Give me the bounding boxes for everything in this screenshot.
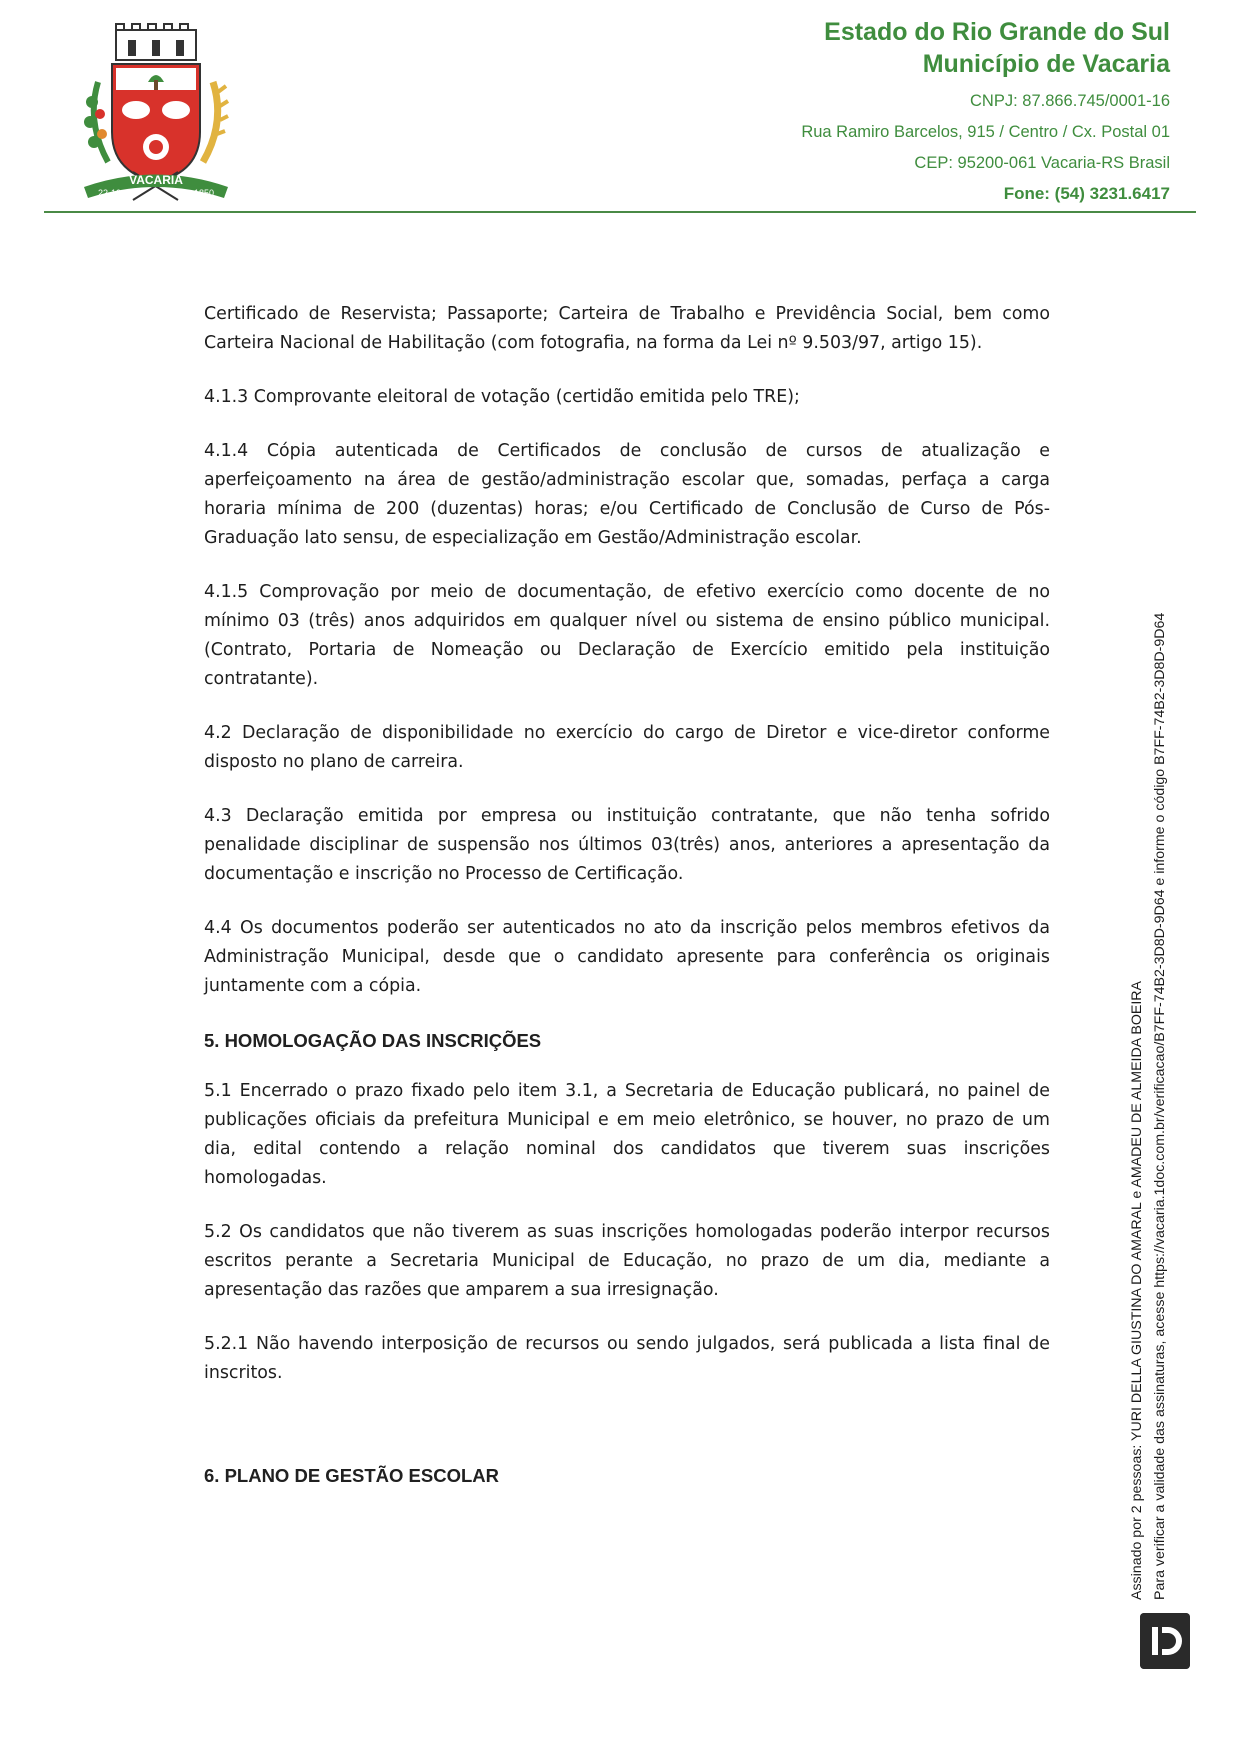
cnpj: CNPJ: 87.866.745/0001-16 bbox=[970, 92, 1170, 110]
letterhead-contact-block bbox=[801, 16, 1170, 209]
state-name: Estado do Rio Grande do Sul bbox=[824, 18, 1170, 46]
spacer bbox=[204, 1413, 1050, 1461]
address: Rua Ramiro Barcelos, 915 / Centro / Cx. Postal 01 bbox=[801, 123, 1170, 141]
paragraph-5-2: 5.2 Os candidatos que não tiverem as suas inscrições homologadas poderão interpor recursos escritos perante a Secretaria Municipal de Educação, no prazo de um dia, mediante a apresentação das razões que amparem a sua irresignação. bbox=[204, 1222, 1050, 1300]
section-heading-6: 6. PLANO DE GESTÃO ESCOLAR bbox=[204, 1465, 500, 1486]
crest-date-right: 1850 bbox=[194, 188, 215, 198]
signature-verification-note bbox=[1126, 440, 1190, 1600]
document-body bbox=[204, 300, 1050, 1512]
letterhead bbox=[0, 0, 1240, 220]
paragraph-4-3: 4.3 Declaração emitida por empresa ou instituição contratante, que não tenha sofrido penalidade disciplinar de suspensão nos últimos 03(três) anos, anteriores a apresentação da documentação e inscrição no Processo de Certificação. bbox=[204, 806, 1050, 884]
1doc-logo-icon bbox=[1140, 1613, 1190, 1669]
verification-line: Para verificar a validade das assinaturas, acesse https://vacaria.1doc.com.br/verificacao/B7FF-74B2-3D8D-9D64 e informe o código B7FF-74B2-3D8D-9D64 bbox=[1152, 612, 1168, 1600]
crest-banner-text: VACARIA bbox=[129, 173, 183, 187]
signers-line: Assinado por 2 pessoas: YURI DELLA GIUSTINA DO AMARAL e AMADEU DE ALMEIDA BOEIRA bbox=[1129, 981, 1145, 1600]
paragraph-4-1-5: 4.1.5 Comprovação por meio de documentação, de efetivo exercício como docente de no mínimo 03 (três) anos adquiridos em qualquer nível ou sistema de ensino público municipal. (Contrato, Portaria de Nomeação ou Declaração de Exercício emitido pela instituição contratante). bbox=[204, 582, 1050, 689]
paragraph-5-1: 5.1 Encerrado o prazo fixado pelo item 3.1, a Secretaria de Educação publicará, no painel de publicações oficiais da prefeitura Municipal e em meio eletrônico, se houver, no prazo de um dia, edital contendo a relação nominal dos candidatos que tiverem suas inscrições homologadas. bbox=[204, 1081, 1050, 1188]
paragraph-4-1-3: 4.1.3 Comprovante eleitoral de votação (certidão emitida pelo TRE); bbox=[204, 387, 800, 407]
paragraph-4-2: 4.2 Declaração de disponibilidade no exercício do cargo de Diretor e vice-diretor conforme disposto no plano de carreira. bbox=[204, 723, 1050, 772]
paragraph-4-4: 4.4 Os documentos poderão ser autenticados no ato da inscrição pelos membros efetivos da Administração Municipal, desde que o candidato apresente para conferência os originais juntamente com a cópia. bbox=[204, 918, 1050, 996]
phone: Fone: (54) 3231.6417 bbox=[1003, 184, 1170, 203]
paragraph-4-1-4: 4.1.4 Cópia autenticada de Certificados de conclusão de cursos de atualização e aperfeiçoamento na área de gestão/administração escolar que, somadas, perfaça a carga horaria mínima de 200 (duzentas) horas; e/ou Certificado de Conclusão de Curso de Pós-Graduação lato sensu, de especialização em Gestão/Administração escolar. bbox=[204, 441, 1050, 548]
section-heading-5: 5. HOMOLOGAÇÃO DAS INSCRIÇÕES bbox=[204, 1030, 542, 1051]
municipality-name: Município de Vacaria bbox=[922, 50, 1170, 78]
paragraph-reservista: Certificado de Reservista; Passaporte; Carteira de Trabalho e Previdência Social, bem como Carteira Nacional de Habilitação (com fotografia, na forma da Lei nº 9.503/97, artigo 15). bbox=[204, 304, 1050, 353]
crest-date-left: 22-10 bbox=[98, 188, 122, 198]
header-divider bbox=[44, 211, 1196, 213]
postal-code: CEP: 95200-061 Vacaria-RS Brasil bbox=[914, 154, 1170, 172]
vacaria-coat-of-arms-icon bbox=[78, 22, 233, 202]
paragraph-5-2-1: 5.2.1 Não havendo interposição de recursos ou sendo julgados, será publicada a lista final de inscritos. bbox=[204, 1334, 1050, 1383]
